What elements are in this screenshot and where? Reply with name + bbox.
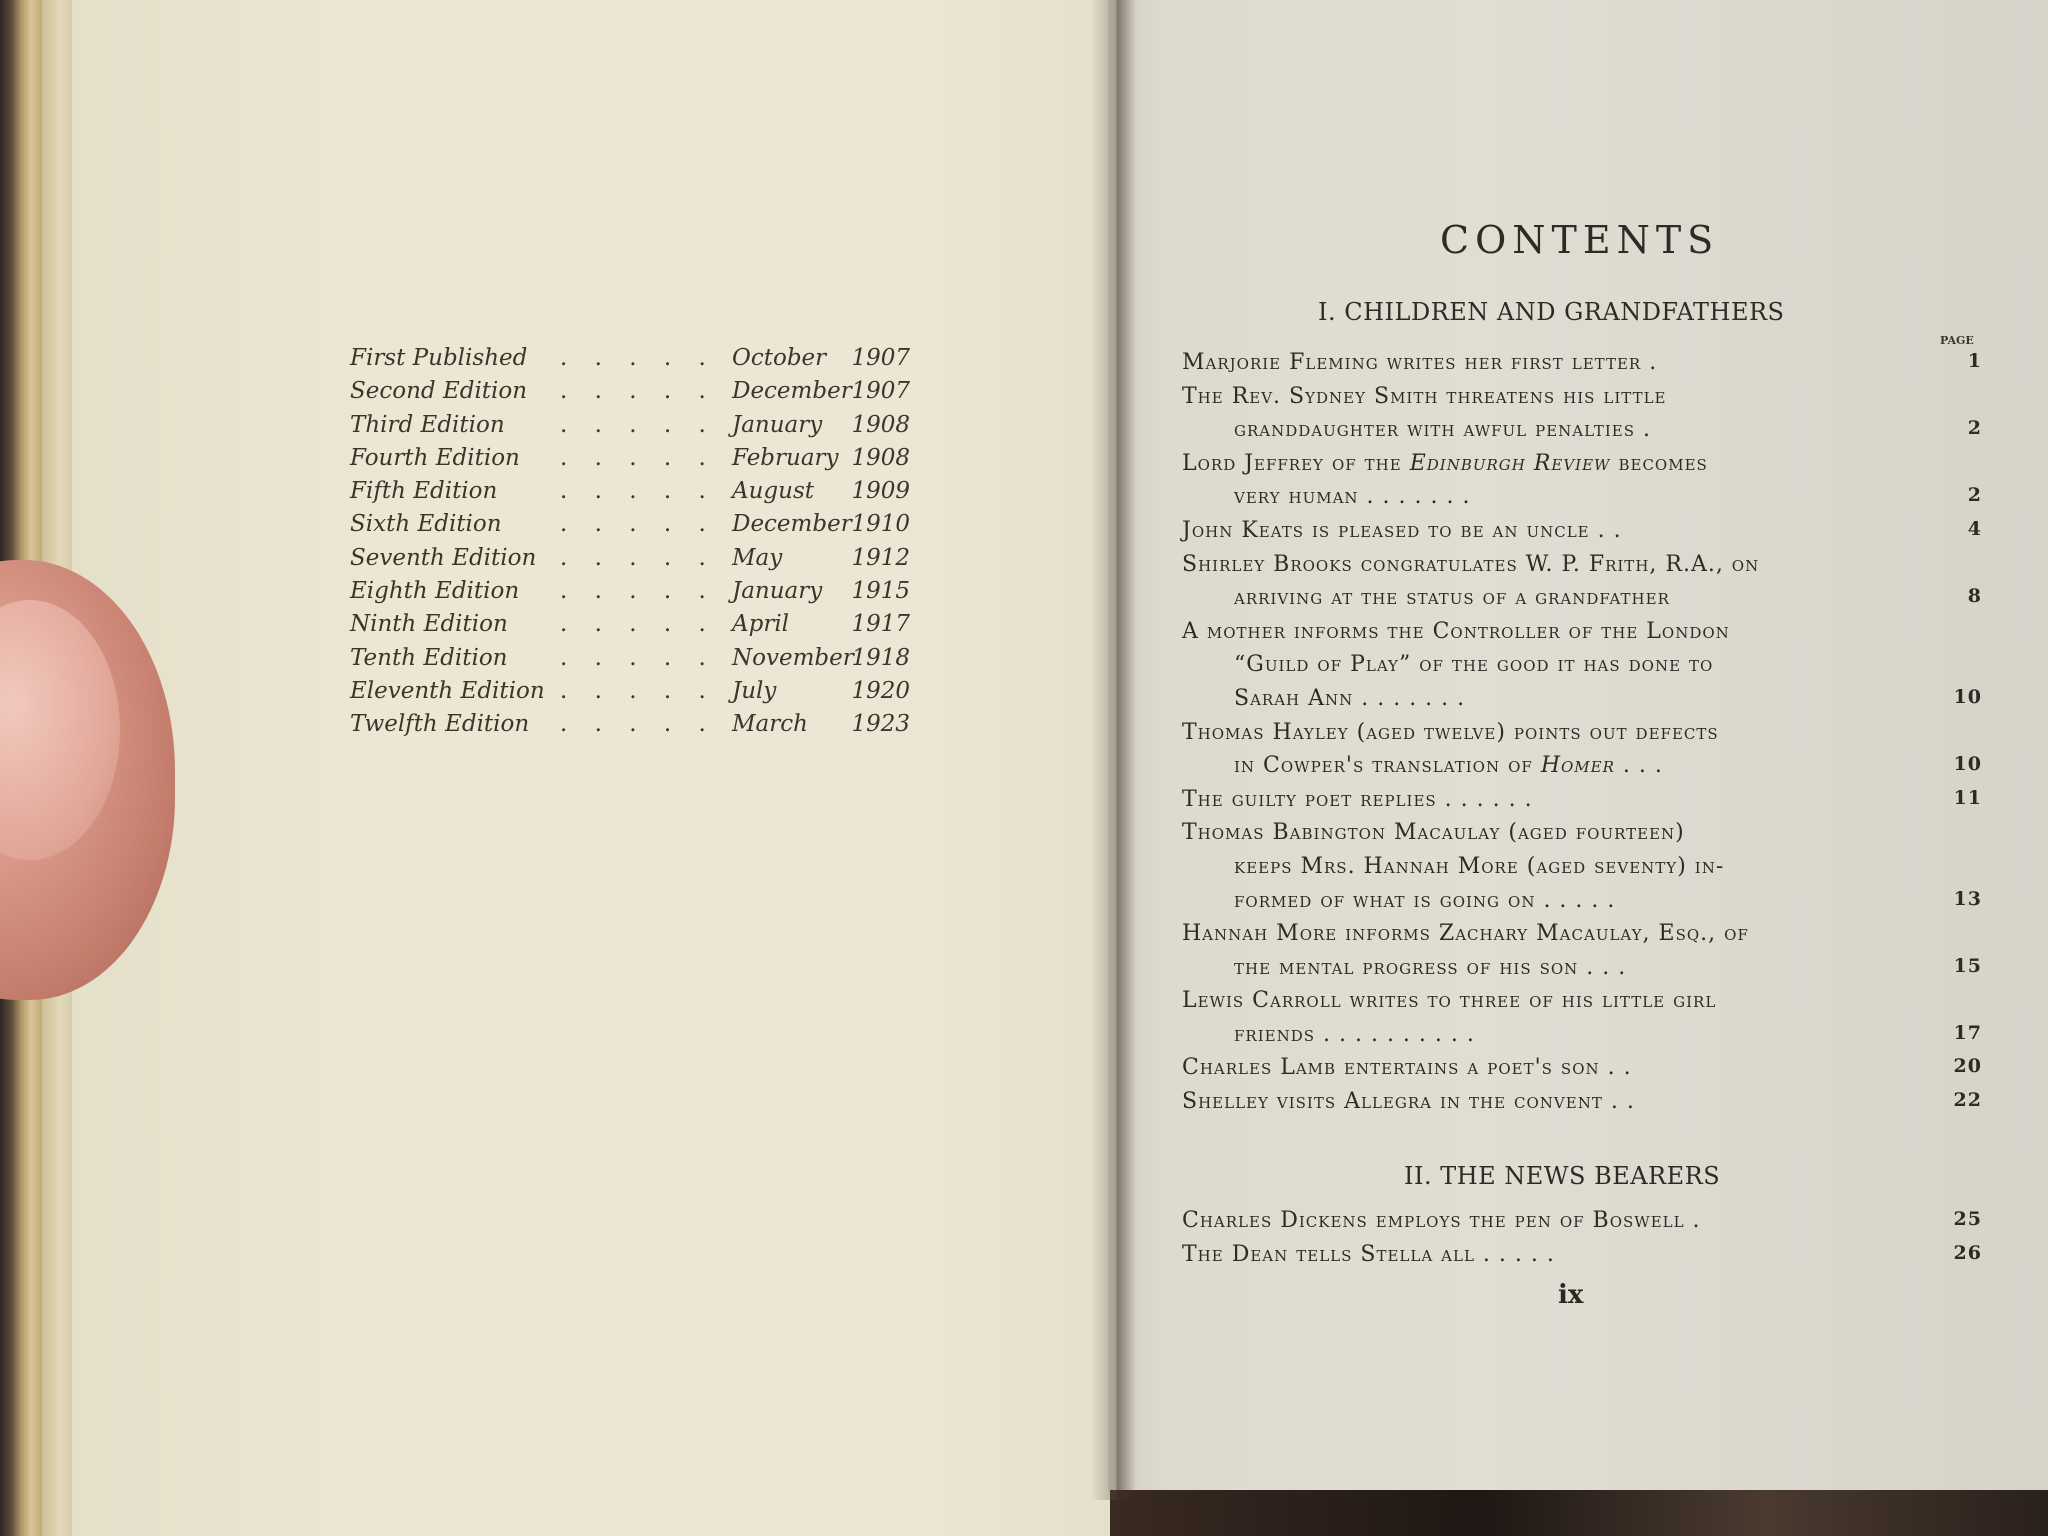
toc-entry — [1182, 484, 1982, 518]
toc-entry — [1182, 854, 1982, 888]
edition-label: Tenth Edition — [350, 644, 508, 671]
toc-entry — [1182, 417, 1982, 451]
leader-dots: . . . . . — [560, 711, 716, 738]
toc-entry — [1182, 585, 1982, 619]
toc-entry-text: The Rev. Sydney Smith threatens his little — [1182, 383, 1667, 409]
edition-row — [350, 678, 910, 711]
edition-label: Eighth Edition — [350, 578, 520, 605]
edition-month: April — [732, 611, 790, 638]
page-column-label: PAGE — [1940, 334, 1974, 347]
edition-month: August — [732, 478, 815, 505]
edition-year: 1915 — [851, 578, 910, 605]
toc-entry — [1182, 988, 1982, 1022]
leader-dots: . . . . . — [560, 444, 716, 471]
leader-dots: . . . . . — [560, 378, 716, 405]
edition-row — [350, 711, 910, 744]
toc-entry-text: John Keats is pleased to be an uncle . . — [1182, 517, 1622, 543]
edition-year: 1910 — [851, 511, 910, 538]
toc-entry-text: in Cowper's translation of Homer . . . — [1234, 753, 1663, 779]
toc-entry — [1182, 1055, 1982, 1089]
contents-title: CONTENTS — [1440, 218, 1720, 262]
edition-row — [350, 412, 910, 445]
edition-year: 1909 — [851, 478, 910, 505]
toc-entry — [1182, 753, 1982, 787]
toc-entry-text: Shirley Brooks congratulates W. P. Frith, R.A., on — [1182, 551, 1760, 577]
toc-entry-text: granddaughter with awful penalties . — [1234, 417, 1652, 443]
edition-history-list — [350, 345, 910, 745]
toc-entry-text: Lord Jeffrey of the Edinburgh Review becomes — [1182, 450, 1708, 476]
edition-label: Second Edition — [350, 378, 528, 405]
toc-entry — [1182, 1208, 1982, 1242]
toc-entry-text: Marjorie Fleming writes her first letter . — [1182, 350, 1658, 375]
leader-dots: . . . . . — [560, 644, 716, 671]
toc-entry — [1182, 888, 1982, 922]
edition-month: October — [732, 345, 827, 371]
edition-year: 1917 — [851, 611, 910, 638]
toc-entry-text: formed of what is going on . . . . . — [1234, 887, 1616, 913]
toc-page-number: 26 — [1953, 1241, 1982, 1264]
edition-month: May — [732, 544, 783, 571]
page-folio: ix — [1558, 1280, 1584, 1310]
toc-entry-text: the mental progress of his son . . . — [1234, 954, 1627, 980]
leader-dots: . . . . . — [560, 345, 716, 371]
leader-dots: . . . . . — [560, 544, 716, 571]
edition-label: First Published — [350, 345, 528, 371]
edition-month: November — [732, 644, 854, 671]
edition-label: Sixth Edition — [350, 511, 502, 538]
edition-label: Fourth Edition — [350, 444, 520, 471]
toc-page-number: 13 — [1953, 887, 1982, 910]
toc-entry — [1182, 652, 1982, 686]
toc-entry — [1182, 820, 1982, 854]
toc-page-number: 2 — [1967, 484, 1982, 507]
edition-label: Eleventh Edition — [350, 677, 545, 704]
edition-label: Third Edition — [350, 411, 505, 438]
toc-entry-text: Hannah More informs Zachary Macaulay, Esq., of — [1182, 921, 1749, 947]
toc-entry — [1182, 451, 1982, 485]
toc-entry — [1182, 619, 1982, 653]
toc-entry — [1182, 686, 1982, 720]
toc-entry-text: A mother informs the Controller of the London — [1182, 618, 1730, 644]
toc-page-number: 17 — [1953, 1021, 1982, 1044]
edition-year: 1918 — [851, 644, 910, 671]
edition-label: Seventh Edition — [350, 544, 537, 571]
toc-page-number: 8 — [1967, 585, 1982, 608]
toc-entry — [1182, 921, 1982, 955]
section-heading-news-bearers: II. THE NEWS BEARERS — [1404, 1162, 1721, 1190]
edition-row — [350, 645, 910, 678]
toc-entry — [1182, 1022, 1982, 1056]
edition-year: 1912 — [851, 544, 910, 571]
toc-page-number: 25 — [1953, 1208, 1982, 1230]
toc-entry-text: The guilty poet replies . . . . . . — [1182, 786, 1533, 812]
book-gutter — [1090, 0, 1136, 1500]
edition-year: 1907 — [851, 378, 910, 405]
toc-section-2 — [1182, 1208, 1982, 1275]
left-page — [58, 0, 1110, 1536]
toc-section-1 — [1182, 350, 1982, 1123]
edition-row — [350, 545, 910, 578]
leader-dots: . . . . . — [560, 677, 716, 704]
edition-month: January — [732, 411, 823, 438]
leader-dots: . . . . . — [560, 611, 716, 638]
leader-dots: . . . . . — [560, 411, 716, 438]
toc-entry-italic-title: Homer — [1540, 753, 1615, 779]
edition-month: January — [732, 578, 823, 605]
edition-month: July — [732, 677, 777, 704]
toc-entry — [1182, 1089, 1982, 1123]
toc-entry-text: Shelley visits Allegra in the convent . . — [1182, 1089, 1635, 1115]
toc-entry-text: Lewis Carroll writes to three of his little girl — [1182, 988, 1717, 1014]
edition-label: Fifth Edition — [350, 478, 498, 505]
toc-entry — [1182, 552, 1982, 586]
edition-row — [350, 478, 910, 511]
section-heading-children: I. CHILDREN AND GRANDFATHERS — [1318, 298, 1785, 326]
toc-entry — [1182, 384, 1982, 418]
toc-entry-text: friends . . . . . . . . . . — [1234, 1021, 1475, 1047]
toc-entry — [1182, 1242, 1982, 1276]
leader-dots: . . . . . — [560, 578, 716, 605]
toc-entry — [1182, 955, 1982, 989]
edition-row — [350, 378, 910, 411]
toc-entry — [1182, 350, 1982, 384]
toc-entry-text: very human . . . . . . . — [1234, 484, 1471, 510]
toc-page-number: 4 — [1967, 517, 1982, 540]
edition-row — [350, 511, 910, 544]
toc-page-number: 10 — [1953, 685, 1982, 708]
leader-dots: . . . . . — [560, 478, 716, 505]
toc-page-number: 15 — [1953, 954, 1982, 977]
toc-entry-text: Charles Lamb entertains a poet's son . . — [1182, 1055, 1632, 1081]
edition-label: Twelfth Edition — [350, 711, 530, 738]
toc-page-number: 1 — [1967, 350, 1982, 372]
toc-entry — [1182, 720, 1982, 754]
edition-year: 1908 — [851, 411, 910, 438]
toc-entry — [1182, 787, 1982, 821]
toc-entry-italic-title: Edinburgh Review — [1409, 450, 1611, 476]
edition-label: Ninth Edition — [350, 611, 508, 638]
toc-page-number: 20 — [1953, 1055, 1982, 1078]
edition-month: February — [732, 444, 839, 471]
edition-year: 1907 — [851, 345, 910, 371]
toc-entry-text: The Dean tells Stella all . . . . . — [1182, 1241, 1555, 1267]
edition-row — [350, 445, 910, 478]
toc-entry-text: Thomas Hayley (aged twelve) points out defects — [1182, 719, 1719, 745]
toc-entry-text: Sarah Ann . . . . . . . — [1234, 685, 1466, 711]
table-surface — [1100, 1490, 2048, 1536]
toc-entry-text: keeps Mrs. Hannah More (aged seventy) in- — [1234, 853, 1725, 879]
edition-year: 1923 — [851, 711, 910, 738]
toc-entry-text: Thomas Babington Macaulay (aged fourteen) — [1182, 820, 1685, 846]
edition-row — [350, 345, 910, 378]
toc-entry-text: “Guild of Play” of the good it has done to — [1234, 652, 1714, 678]
edition-row — [350, 578, 910, 611]
leader-dots: . . . . . — [560, 511, 716, 538]
edition-month: March — [732, 711, 808, 738]
edition-year: 1908 — [851, 444, 910, 471]
toc-page-number: 10 — [1953, 753, 1982, 776]
edition-year: 1920 — [851, 677, 910, 704]
toc-page-number: 11 — [1953, 786, 1982, 809]
toc-entry — [1182, 518, 1982, 552]
toc-entry-text: Charles Dickens employs the pen of Boswell . — [1182, 1208, 1701, 1233]
toc-page-number: 2 — [1967, 417, 1982, 440]
edition-row — [350, 611, 910, 644]
edition-month: December — [732, 378, 852, 405]
edition-month: December — [732, 511, 852, 538]
toc-entry-text: arriving at the status of a grandfather — [1234, 585, 1670, 611]
toc-page-number: 22 — [1953, 1089, 1982, 1112]
